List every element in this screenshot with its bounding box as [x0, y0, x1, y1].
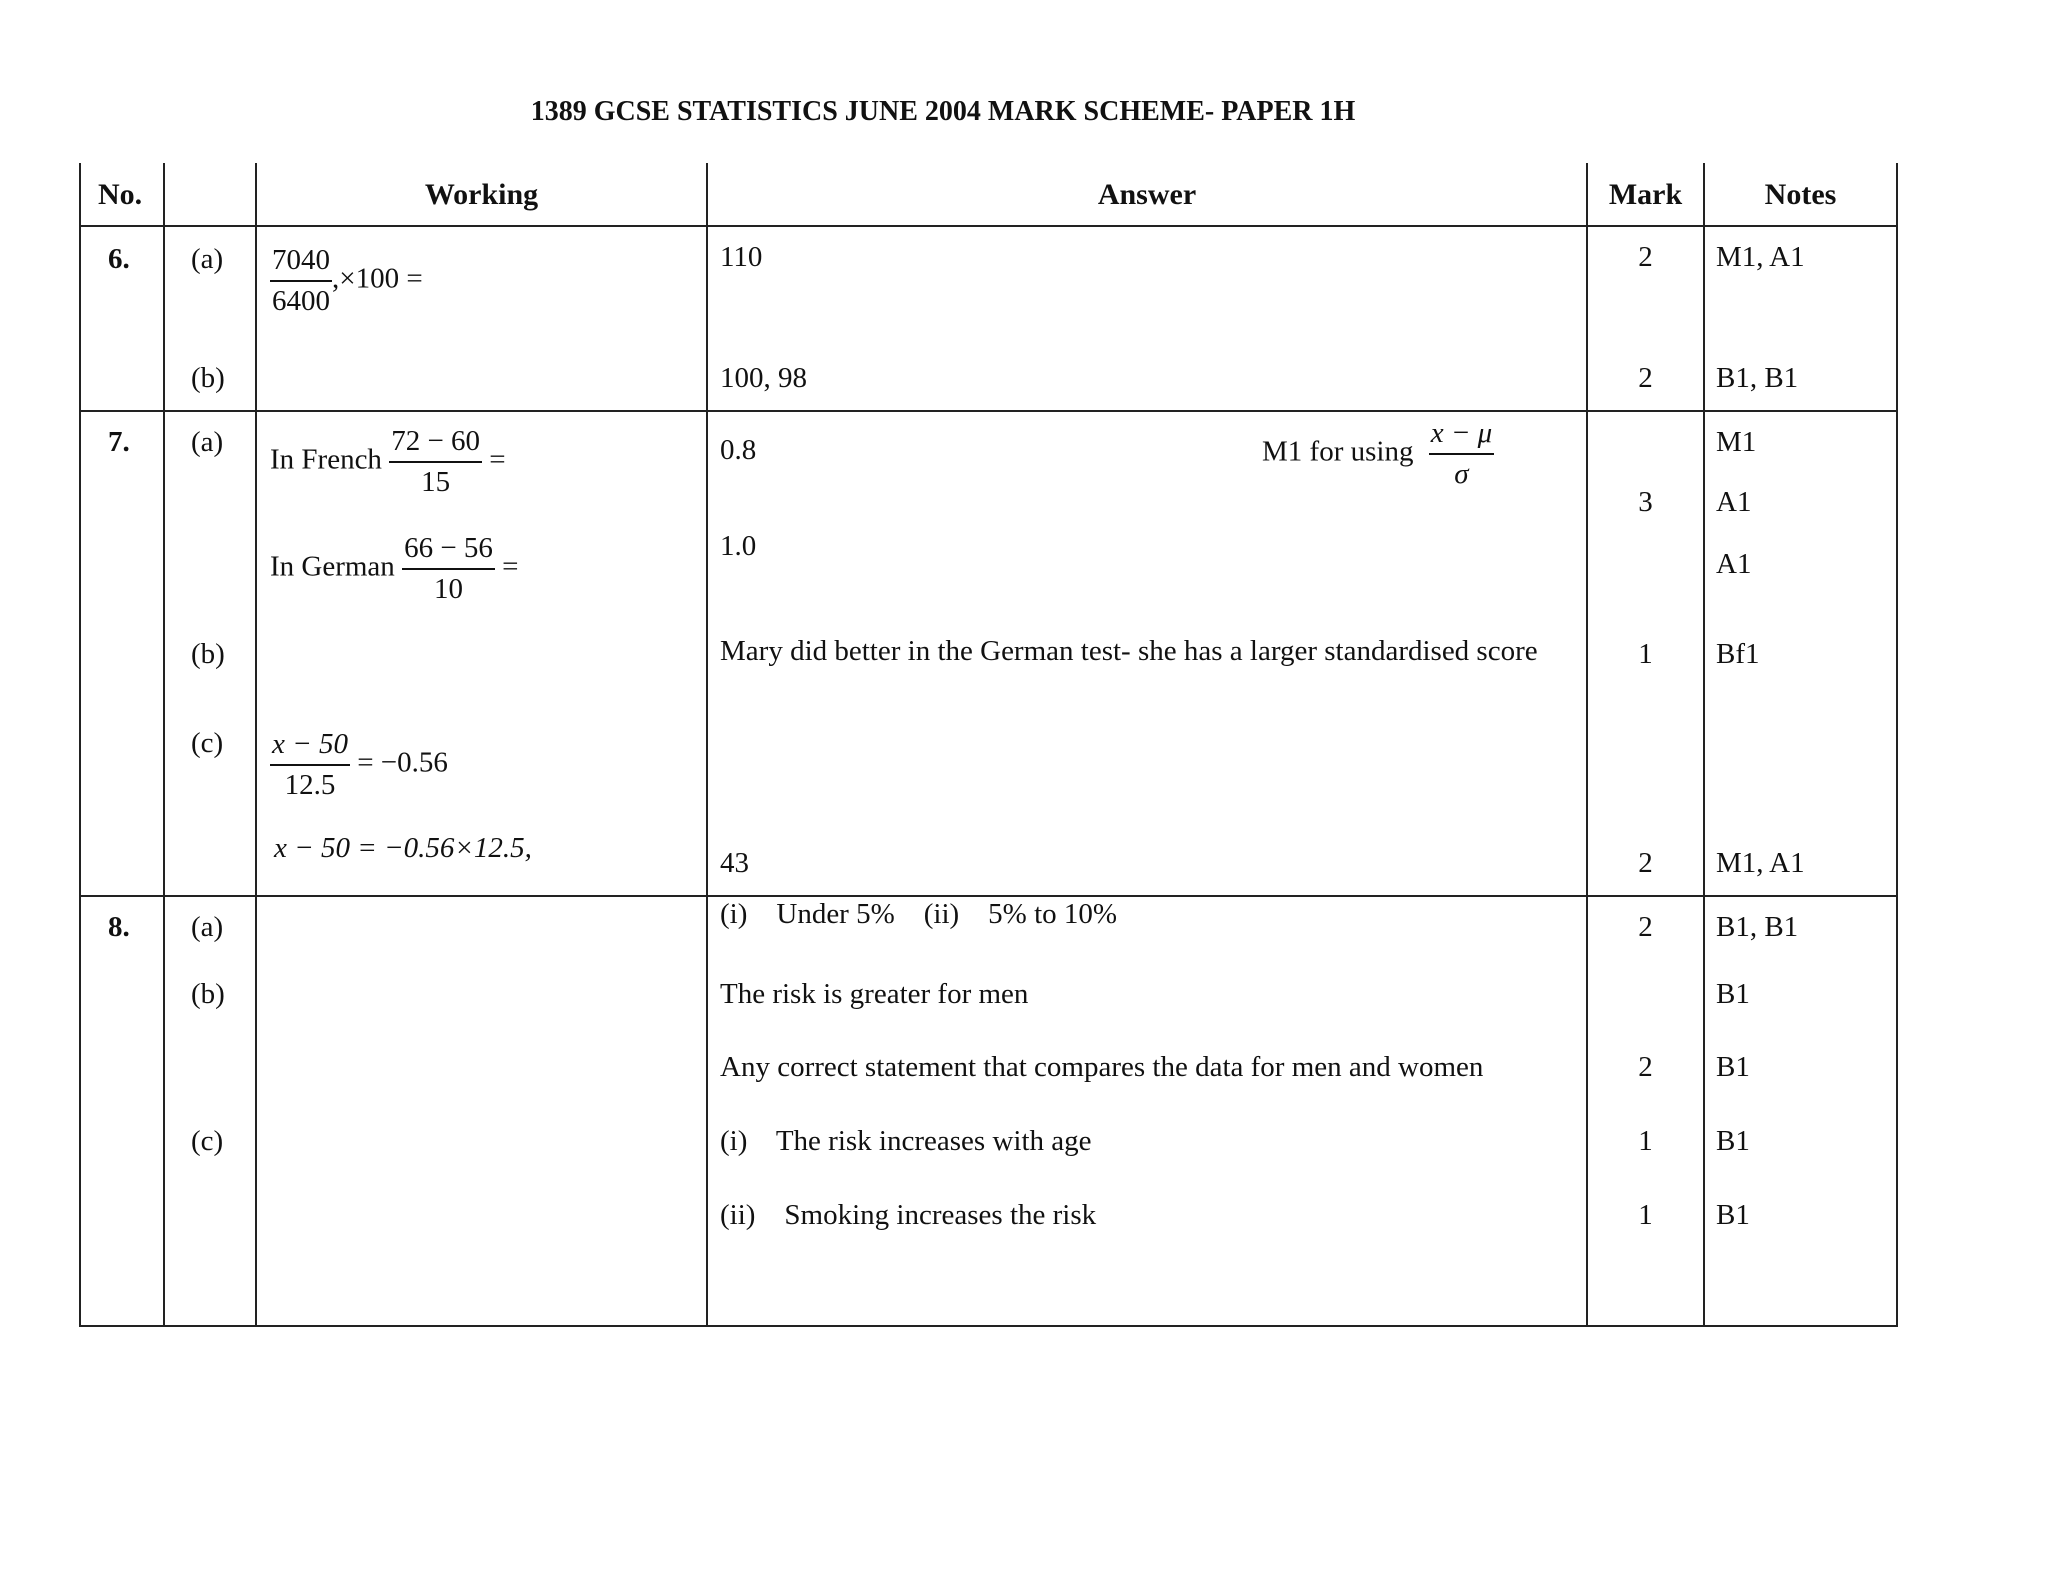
answer-8b-2: Any correct statement that compares the data for men and women [720, 1051, 1484, 1083]
grid-line [79, 410, 1898, 412]
part-label: (a) [191, 426, 224, 458]
fraction [270, 243, 332, 319]
grid-line [163, 163, 165, 1327]
part-label: (b) [191, 362, 225, 394]
question-number: 7. [108, 426, 130, 458]
fraction-denominator: 12.5 [284, 768, 336, 801]
mark-8b: 2 [1638, 1051, 1653, 1083]
working-7c-1 [270, 727, 448, 803]
fraction [270, 727, 350, 803]
part-label: (b) [191, 638, 225, 670]
header-working: Working [424, 178, 539, 211]
notes-8b-1: B1 [1716, 978, 1750, 1010]
notes-7a-3: A1 [1716, 548, 1752, 580]
notes-6a: M1, A1 [1716, 241, 1805, 273]
working-7a-french [270, 424, 506, 500]
fraction-denominator: σ [1454, 457, 1469, 490]
part-label: (c) [191, 1125, 224, 1157]
working-6a [270, 243, 423, 319]
question-number: 8. [108, 911, 130, 943]
equals-sign: = [489, 443, 506, 476]
method-text: M1 for using [1262, 435, 1414, 468]
notes-7a-2: A1 [1716, 486, 1752, 518]
working-7c-2: x − 50 = −0.56×12.5, [274, 832, 532, 864]
answer-7a-french: 0.8 [720, 434, 757, 466]
working-tail: ,×100 = [332, 262, 423, 295]
mark-7a: 3 [1638, 486, 1653, 518]
grid-line [1896, 163, 1898, 1327]
page-title: 1389 GCSE STATISTICS JUNE 2004 MARK SCHEME- PAPER 1H [530, 96, 1356, 127]
part-label: (a) [191, 911, 224, 943]
answer-7c: 43 [720, 847, 749, 879]
grid-line [706, 163, 708, 1327]
fraction-numerator: x − 50 [270, 727, 350, 766]
header-answer: Answer [1097, 178, 1197, 211]
notes-8b-2: B1 [1716, 1051, 1750, 1083]
answer-7a-german: 1.0 [720, 530, 757, 562]
equals-sign: = [502, 550, 519, 583]
fraction-denominator: 6400 [272, 284, 330, 317]
grid-line [79, 225, 1898, 227]
part-label: (c) [191, 727, 224, 759]
answer-6a: 110 [720, 241, 763, 273]
notes-6b: B1, B1 [1716, 362, 1799, 394]
mark-8a: 2 [1638, 911, 1653, 943]
answer-6b: 100, 98 [720, 362, 807, 394]
question-number: 6. [108, 243, 130, 275]
part-label: (a) [191, 243, 224, 275]
grid-line [79, 1325, 1898, 1327]
part-label: (b) [191, 978, 225, 1010]
notes-8a: B1, B1 [1716, 911, 1799, 943]
fraction [402, 531, 495, 607]
fraction-denominator: 10 [433, 572, 463, 605]
grid-line [79, 163, 81, 1327]
grid-line [255, 163, 257, 1327]
mark-6b: 2 [1638, 362, 1653, 394]
answer-7b: Mary did better in the German test- she has a larger standardised score [720, 635, 1538, 667]
header-no: No. [98, 178, 143, 211]
working-7a-german [270, 531, 519, 607]
notes-7b: Bf1 [1716, 638, 1760, 670]
notes-7c: M1, A1 [1716, 847, 1805, 879]
answer-8c-1: (i) The risk increases with age [720, 1125, 1092, 1157]
grid-line [1703, 163, 1705, 1327]
fraction-numerator: 7040 [270, 243, 332, 282]
method-note [1262, 416, 1494, 492]
fraction-numerator: x − μ [1429, 416, 1495, 455]
working-tail: = −0.56 [357, 746, 448, 779]
fraction-numerator: 72 − 60 [389, 424, 482, 463]
answer-8c-2: (ii) Smoking increases the risk [720, 1199, 1097, 1231]
notes-7a-1: M1 [1716, 426, 1757, 458]
mark-7b: 1 [1638, 638, 1653, 670]
grid-line [79, 895, 1898, 897]
notes-8c-1: B1 [1716, 1125, 1750, 1157]
mark-8c-2: 1 [1638, 1199, 1653, 1231]
fraction [1429, 416, 1495, 492]
mark-7c: 2 [1638, 847, 1653, 879]
working-label: In German [270, 550, 395, 583]
header-mark: Mark [1608, 178, 1683, 211]
answer-8a: (i) Under 5% (ii) 5% to 10% [720, 898, 1118, 930]
fraction [389, 424, 482, 500]
header-notes: Notes [1764, 178, 1837, 211]
fraction-numerator: 66 − 56 [402, 531, 495, 570]
fraction-denominator: 15 [421, 465, 451, 498]
mark-6a: 2 [1638, 241, 1653, 273]
working-label: In French [270, 443, 382, 476]
mark-8c-1: 1 [1638, 1125, 1653, 1157]
answer-8b-1: The risk is greater for men [720, 978, 1029, 1010]
notes-8c-2: B1 [1716, 1199, 1750, 1231]
